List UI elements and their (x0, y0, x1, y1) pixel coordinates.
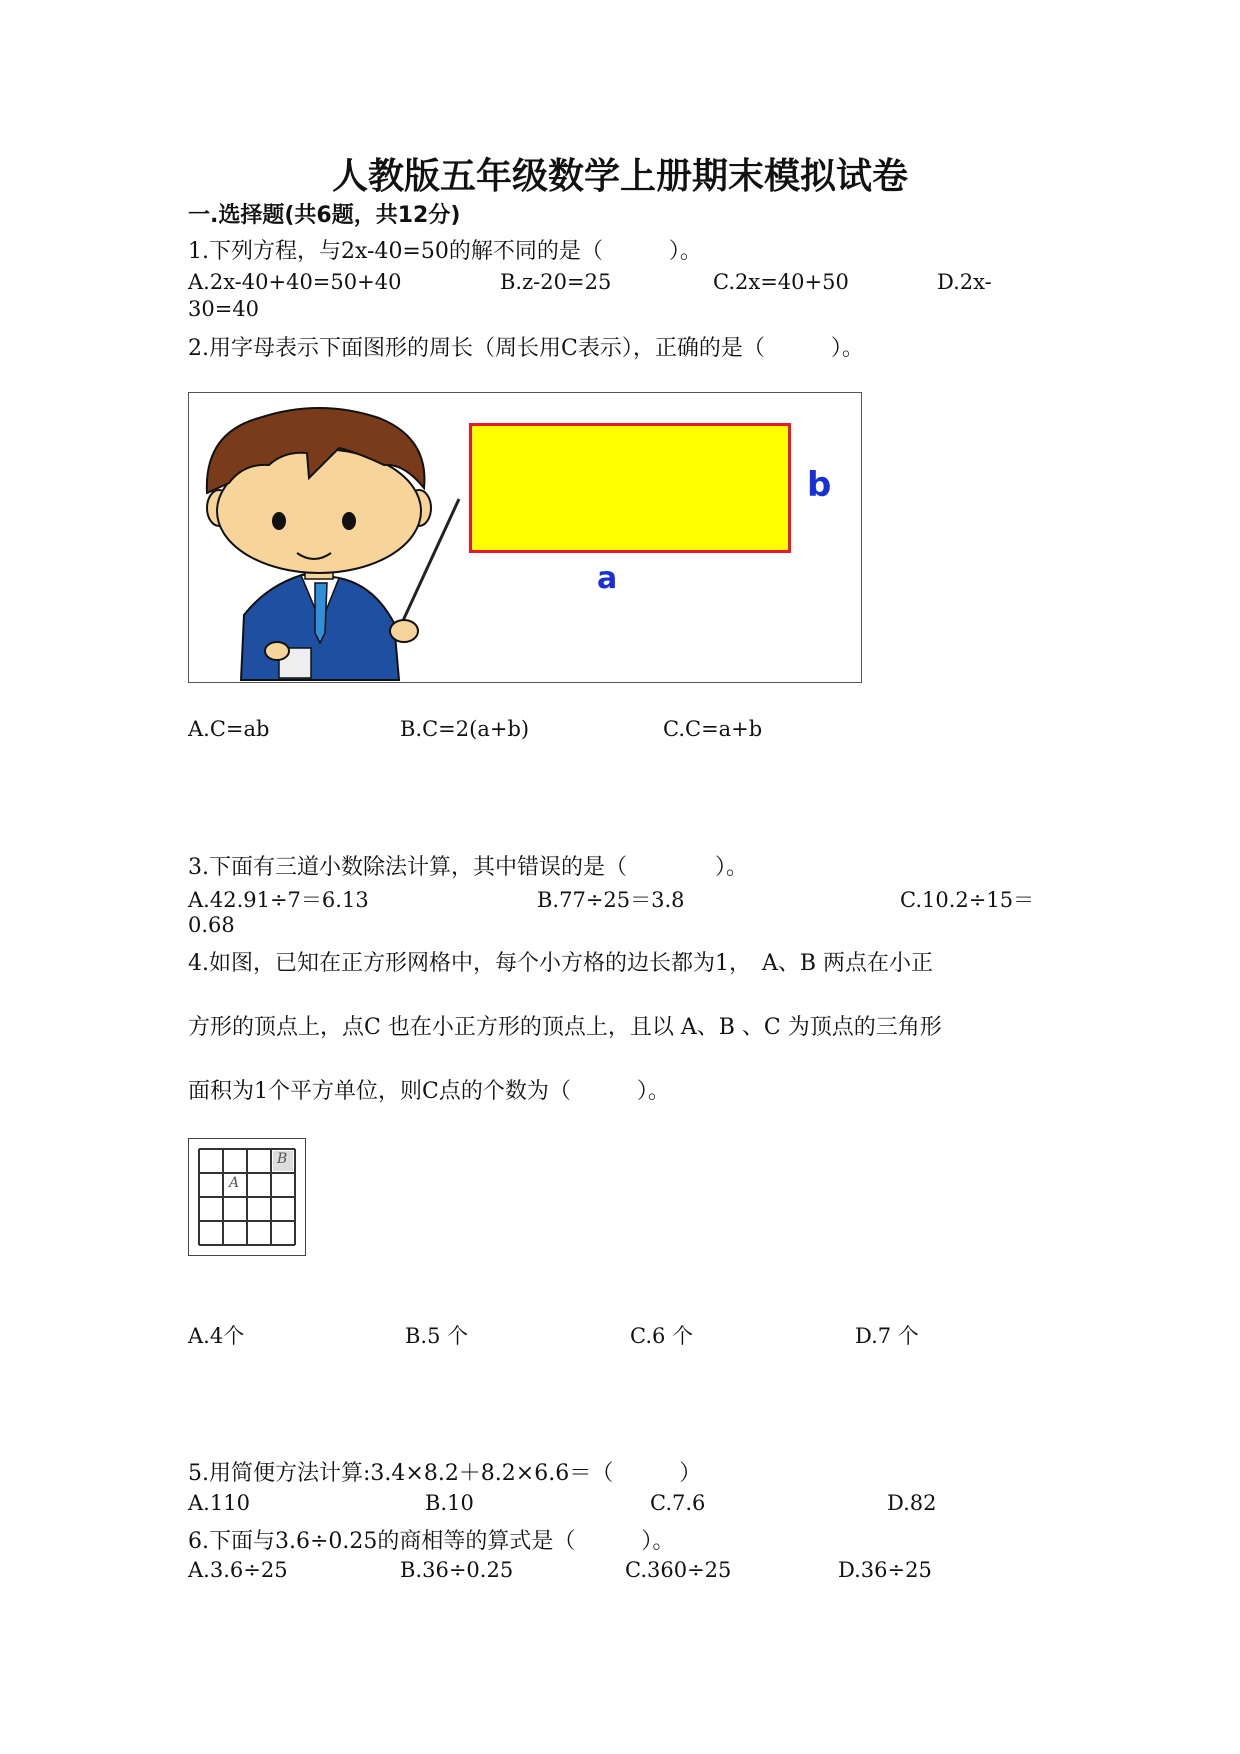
grid-point-b-label: B (277, 1151, 288, 1167)
section-heading: 一.选择题(共6题，共12分) (188, 203, 461, 228)
teacher-rectangle-figure (188, 392, 862, 683)
question-3-option-c: C.10.2÷15＝ (900, 888, 1035, 912)
question-4-line-1: 4.如图，已知在正方形网格中，每个小方格的边长都为1， A、B 两点在小正 (188, 951, 934, 976)
question-1-option-a: A.2x-40+40=50+40 (188, 270, 402, 294)
question-5-option-a: A.110 (188, 1491, 250, 1515)
question-5-option-c: C.7.6 (650, 1491, 706, 1515)
question-4-line-3: 面积为1个平方单位，则C点的个数为（ ）。 (188, 1079, 670, 1104)
rectangle-label-b: b (807, 465, 832, 505)
question-2-option-a: A.C=ab (188, 717, 270, 741)
question-5-stem: 5.用简便方法计算:3.4×8.2＋8.2×6.6＝（ ） (188, 1461, 702, 1486)
question-6-stem: 6.下面与3.6÷0.25的商相等的算式是（ ）。 (188, 1529, 675, 1554)
question-6-option-a: A.3.6÷25 (188, 1558, 288, 1582)
question-1-option-b: B.z-20=25 (500, 270, 612, 294)
question-2-option-c: C.C=a+b (663, 717, 763, 741)
grid-point-a-label: A (229, 1175, 240, 1191)
question-1-option-d-wrap: 30=40 (188, 297, 260, 321)
yellow-rectangle (469, 423, 791, 553)
question-4-option-a: A.4个 (188, 1324, 245, 1348)
question-2-option-b: B.C=2(a+b) (400, 717, 530, 741)
question-1-option-c: C.2x=40+50 (713, 270, 849, 294)
page-title: 人教版五年级数学上册期末模拟试卷 (331, 156, 908, 197)
question-1-option-d: D.2x- (937, 270, 992, 294)
question-3-option-a: A.42.91÷7＝6.13 (188, 888, 369, 912)
question-5-option-d: D.82 (887, 1491, 937, 1515)
square-grid-figure (188, 1138, 306, 1256)
question-5-option-b: B.10 (425, 1491, 474, 1515)
question-6-option-b: B.36÷0.25 (400, 1558, 514, 1582)
question-6-option-c: C.360÷25 (625, 1558, 732, 1582)
question-2-stem: 2.用字母表示下面图形的周长（周长用C表示），正确的是（ ）。 (188, 336, 864, 361)
question-4-line-2: 方形的顶点上，点C 也在小正方形的顶点上，且以 A、B 、C 为顶点的三角形 (188, 1015, 942, 1040)
question-4-option-b: B.5 个 (405, 1324, 469, 1348)
question-6-option-d: D.36÷25 (838, 1558, 932, 1582)
rectangle-label-a: a (597, 561, 618, 596)
grid-lines (189, 1139, 305, 1255)
question-3-option-c-wrap: 0.68 (188, 913, 235, 937)
question-4-option-c: C.6 个 (630, 1324, 694, 1348)
question-3-stem: 3.下面有三道小数除法计算，其中错误的是（ ）。 (188, 855, 748, 880)
question-4-option-d: D.7 个 (855, 1324, 919, 1348)
question-3-option-b: B.77÷25＝3.8 (537, 888, 685, 912)
question-1-stem: 1.下列方程，与2x-40=50的解不同的是（ ）。 (188, 239, 702, 264)
